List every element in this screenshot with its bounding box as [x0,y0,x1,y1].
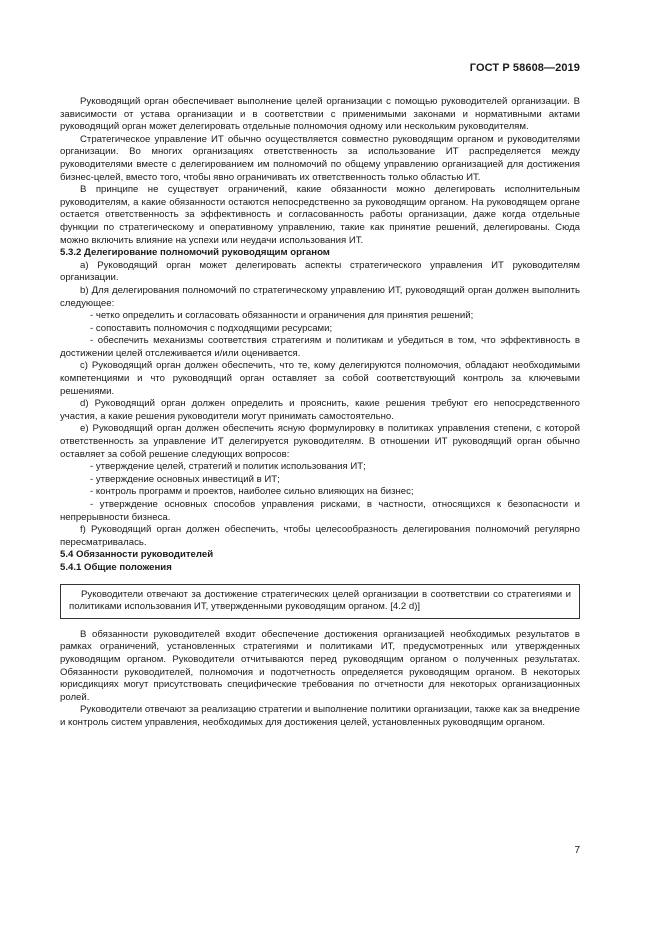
dash-item: - утверждение целей, стратегий и политик использования ИТ; [90,461,366,473]
list-item-d: d) Руководящий орган должен определить и прояснить, какие решения требуют его непосредственного участия, а какие решения руководители могут принимать самостоятельно. [60,398,580,422]
list-item-a: a) Руководящий орган может делегировать аспекты стратегического управления ИТ руководителям организации. [60,259,580,284]
dash-item: - обеспечить механизмы соответствия стратегиям и политикам и убедиться в том, что эффективность в достижении целей отслеживается и/или оценивается. [60,335,580,359]
list-item-c: c) Руководящий орган должен обеспечить, что те, кому делегируются полномочия, обладают необходимыми компетенциями и что руководящий орган оставляет за собой соответствующий контроль за ключевыми решениями. [60,360,580,397]
page-number: 7 [574,845,580,856]
list-item-f: f) Руководящий орган должен обеспечить, чтобы целесообразность делегирования полномочий регулярно пересматривалась. [60,524,580,548]
list-item-b: b) Для делегирования полномочий по стратегическому управлению ИТ, руководящий орган должен выполнить следующее: [60,284,580,309]
paragraph: Руководители отвечают за реализацию стратегии и выполнение политики организации, также как за внедрение и контроль систем управления, необходимых для достижения целей, установленных руководящим органом. [60,704,580,728]
paragraph: Руководящий орган обеспечивает выполнение целей организации с помощью руководителей организации. В зависимости от устава организации и в соответствии с применимыми законами и нормативными актами руководящий орган может делегировать отдельные полномочия одному или нескольким руководителям. [60,96,580,133]
subsection-heading-5-4-1: 5.4.1 Общие положения [60,561,172,573]
document-header: ГОСТ Р 58608—2019 [469,62,580,74]
dash-item: - четко определить и согласовать обязанности и ограничения для принятия решений; [90,310,474,322]
principle-box [60,584,580,619]
dash-item: - утверждение основных инвестиций в ИТ; [90,473,280,485]
paragraph: Стратегическое управление ИТ обычно осуществляется совместно руководящим органом и руководителями организации. Во многих организациях ответственность за использование ИТ распределяется между руководителями вместе с делегированием им полномочий по общему управлению организацией для достижения бизнес-целей, вместо того, чтобы явно ограничивать их ответственность только областью ИТ. [60,133,580,183]
paragraph: В обязанности руководителей входит обеспечение достижения организацией необходимых результатов в рамках ограничений, установленных стратегиями и политиками ИТ, предусмотренных или утвержденных руководящим органом. Руководители отчитываются перед руководящим органом о полученных результатах. Обязанности руководителей, полномочия и подотчетность определяется руководящим органом. В некоторых юрисдикциях могут присутствовать специфические требования по отчетности для некоторых организационных ролей. [60,628,580,703]
section-heading-5-4: 5.4 Обязанности руководителей [60,549,214,561]
list-item-e: e) Руководящий орган должен обеспечить ясную формулировку в политиках управления степени, с которой ответственность за управление ИТ делегируется руководителям. В отношении ИТ руководящий орган обычно оставляет за собой решение следующих вопросов: [60,423,580,460]
subsection-heading-5-3-2: 5.3.2 Делегирование полномочий руководящим органом [60,247,330,259]
document-body [60,96,580,730]
paragraph: В принципе не существует ограничений, какие обязанности можно делегировать исполнительным руководителям, а какие обязанности остаются непосредственно за руководящим органом. На руководящем органе остается ответственность за эффективность и согласованность работы организации, даже когда отдельные функции по стратегическому и оперативному управлению, такие как принятие решений, делегированы. Сюда можно включить влияние на успехи или неудачи использования ИТ. [60,184,580,246]
principle-text: Руководители отвечают за достижение стратегических целей организации в соответствии со стратегиями и политиками использования ИТ, утвержденными руководящим органом. [4.2 d)] [69,588,571,613]
dash-item: - утверждение основных способов управления рисками, в частности, относящихся к безопасности и непрерывности бизнеса. [60,499,580,523]
dash-item: - контроль программ и проектов, наиболее сильно влияющих на бизнес; [90,486,414,498]
dash-item: - сопоставить полномочия с подходящими ресурсами; [90,322,333,334]
